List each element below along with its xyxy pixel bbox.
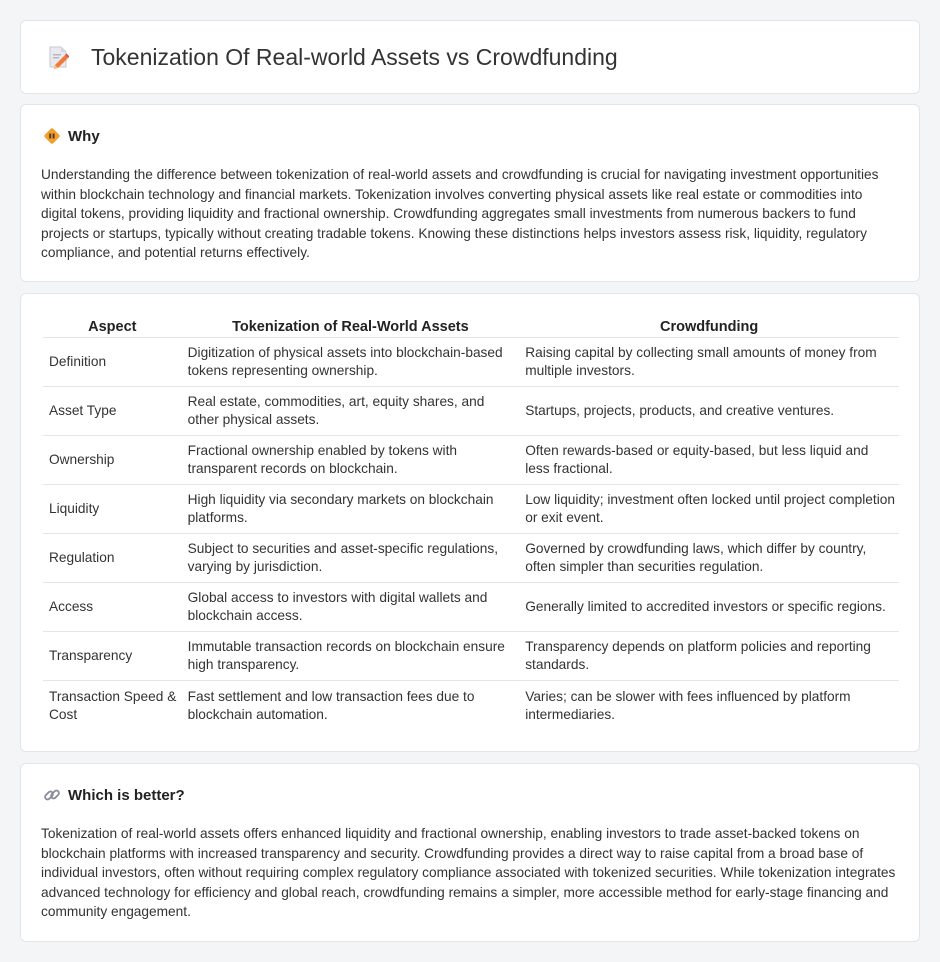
table-row	[43, 681, 899, 730]
better-heading: Which is better?	[68, 786, 185, 804]
diamond-sign-icon	[43, 127, 61, 145]
row-tokenization: High liquidity via secondary markets on blockchain platforms.	[182, 485, 520, 534]
row-tokenization: Subject to securities and asset-specific regulations, varying by jurisdiction.	[182, 534, 520, 583]
table-row	[43, 583, 899, 632]
why-heading: Why	[68, 127, 100, 145]
row-crowdfunding: Often rewards-based or equity-based, but less liquid and less fractional.	[519, 436, 899, 485]
better-body: Tokenization of real-world assets offers enhanced liquidity and fractional ownership, enabling investors to trade asset-backed tokens on blockchain platforms with increased transparency and security. Crowdfunding provides a direct way to raise capital from a broad base of individual investors, often without requiring complex regulatory compliance associated with tokenized securities. While tokenization integrates advanced technology for efficiency and global reach, crowdfunding remains a simpler, more accessible method for early-stage financing and community engagement.	[41, 826, 896, 920]
why-body: Understanding the difference between tokenization of real-world assets and crowdfunding is crucial for navigating investment opportunities within blockchain technology and financial markets. Tokenization involves converting physical assets like real estate or commodities into digital tokens, providing liquidity and fractional ownership. Crowdfunding aggregates small investments from numerous backers to fund projects or startups, typically without creating tradable tokens. Knowing these distinctions helps investors assess risk, liquidity, regulatory compliance, and potential returns effectively.	[41, 167, 879, 261]
comparison-table-card	[20, 293, 920, 752]
row-aspect: Regulation	[43, 534, 182, 583]
which-is-better-card	[20, 763, 920, 942]
row-tokenization: Fractional ownership enabled by tokens with transparent records on blockchain.	[182, 436, 520, 485]
row-aspect: Transparency	[43, 632, 182, 681]
header-crowdfunding: Crowdfunding	[519, 316, 899, 338]
row-aspect: Definition	[43, 338, 182, 387]
row-tokenization: Fast settlement and low transaction fees due to blockchain automation.	[187, 688, 475, 722]
row-crowdfunding: Governed by crowdfunding laws, which differ by country, often simpler than securities regulation.	[519, 534, 899, 583]
header-tokenization: Tokenization of Real-World Assets	[182, 316, 520, 338]
table-row	[43, 338, 899, 387]
row-aspect: Transaction Speed & Cost	[49, 688, 177, 722]
link-icon	[43, 786, 61, 804]
table-row	[43, 534, 899, 583]
page-title: Tokenization Of Real-world Assets vs Crowdfunding	[91, 43, 618, 70]
row-crowdfunding: Varies; can be slower with fees influenced by platform intermediaries.	[525, 688, 851, 722]
row-tokenization: Real estate, commodities, art, equity shares, and other physical assets.	[182, 387, 520, 436]
table-header-row	[43, 316, 899, 338]
row-aspect: Asset Type	[43, 387, 182, 436]
why-card	[20, 104, 920, 282]
row-crowdfunding: Startups, projects, products, and creative ventures.	[519, 387, 899, 436]
row-crowdfunding: Raising capital by collecting small amounts of money from multiple investors.	[519, 338, 899, 387]
title-card	[20, 20, 920, 94]
row-tokenization: Digitization of physical assets into blockchain-based tokens representing ownership.	[182, 338, 520, 387]
row-tokenization: Global access to investors with digital wallets and blockchain access.	[182, 583, 520, 632]
row-crowdfunding: Transparency depends on platform policies and reporting standards.	[519, 632, 899, 681]
table-row	[43, 387, 899, 436]
row-aspect: Liquidity	[43, 485, 182, 534]
row-aspect: Ownership	[43, 436, 182, 485]
row-crowdfunding: Generally limited to accredited investors or specific regions.	[519, 583, 899, 632]
table-row	[43, 436, 899, 485]
row-crowdfunding: Low liquidity; investment often locked until project completion or exit event.	[519, 485, 899, 534]
comparison-table	[43, 316, 899, 730]
row-aspect: Access	[43, 583, 182, 632]
header-aspect: Aspect	[43, 316, 182, 338]
table-row	[43, 632, 899, 681]
document-pencil-icon	[47, 45, 69, 69]
table-row	[43, 485, 899, 534]
row-tokenization: Immutable transaction records on blockchain ensure high transparency.	[182, 632, 520, 681]
